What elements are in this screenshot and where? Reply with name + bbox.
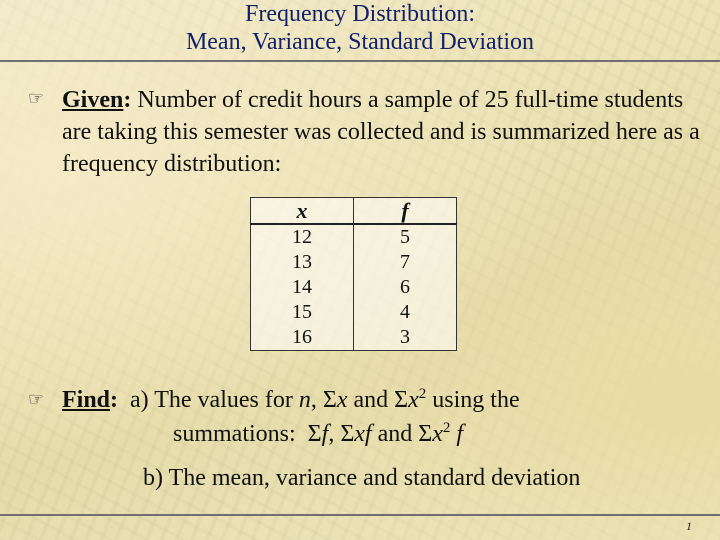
sigma-symbol: Σ bbox=[307, 421, 322, 447]
comma: , bbox=[328, 421, 335, 447]
find-line-b: b) The mean, variance and standard deviation bbox=[143, 465, 581, 491]
header-f: f bbox=[354, 198, 457, 225]
cell-f: 3 bbox=[354, 325, 457, 351]
table-row bbox=[251, 300, 457, 325]
sigma-symbol: Σ bbox=[394, 387, 409, 413]
cell-x: 13 bbox=[251, 250, 354, 275]
table-row bbox=[251, 250, 457, 275]
frequency-table bbox=[250, 197, 457, 351]
find-colon: : bbox=[110, 387, 119, 413]
symbol-xf: xf bbox=[354, 421, 372, 447]
title-line-2: Mean, Variance, Standard Deviation bbox=[185, 29, 535, 55]
symbol-f: f bbox=[321, 421, 329, 447]
find-line-a2 bbox=[173, 418, 693, 450]
header-x: x bbox=[251, 198, 354, 225]
cell-x: 14 bbox=[251, 275, 354, 300]
cell-x: 15 bbox=[251, 300, 354, 325]
page-number: 1 bbox=[686, 519, 692, 533]
word-using-the: using the bbox=[432, 387, 520, 413]
slide-title bbox=[0, 0, 720, 56]
find-line-a1 bbox=[62, 384, 702, 416]
comma: , bbox=[310, 387, 317, 413]
cell-f: 5 bbox=[354, 224, 457, 250]
find-label: Find bbox=[62, 387, 111, 413]
sigma-symbol: Σ bbox=[322, 387, 337, 413]
pointing-hand-icon: ☞ bbox=[28, 88, 45, 109]
cell-f: 6 bbox=[354, 275, 457, 300]
exponent-2: 2 bbox=[442, 420, 451, 436]
symbol-n: n bbox=[298, 387, 311, 413]
symbol-f: f bbox=[456, 421, 464, 447]
word-summations: summations: bbox=[173, 421, 296, 447]
given-label: Given bbox=[62, 87, 124, 113]
find-a-prefix: a) The values for bbox=[130, 387, 293, 413]
table-header-row bbox=[251, 198, 457, 225]
table-row bbox=[251, 325, 457, 351]
symbol-x: x bbox=[336, 387, 348, 413]
cell-x: 12 bbox=[251, 224, 354, 250]
symbol-x: x bbox=[432, 421, 443, 447]
table-row bbox=[251, 275, 457, 300]
word-and: and bbox=[377, 421, 413, 447]
pointing-hand-icon: ☞ bbox=[28, 389, 45, 410]
title-divider bbox=[0, 60, 720, 62]
sigma-symbol: Σ bbox=[340, 421, 355, 447]
word-and: and bbox=[353, 387, 389, 413]
cell-f: 4 bbox=[354, 300, 457, 325]
given-paragraph bbox=[62, 84, 702, 180]
exponent-2: 2 bbox=[418, 386, 427, 402]
title-line-1: Frequency Distribution: bbox=[245, 1, 475, 27]
cell-x: 16 bbox=[251, 325, 354, 351]
given-text: Number of credit hours a sample of 25 full-time students are taking this semester was collected and is summarized here as a frequency distribution: bbox=[62, 87, 700, 177]
table-row bbox=[251, 224, 457, 250]
given-colon: : bbox=[123, 87, 132, 113]
cell-f: 7 bbox=[354, 250, 457, 275]
footer-divider bbox=[0, 514, 720, 516]
sigma-symbol: Σ bbox=[418, 421, 433, 447]
symbol-x: x bbox=[408, 387, 419, 413]
